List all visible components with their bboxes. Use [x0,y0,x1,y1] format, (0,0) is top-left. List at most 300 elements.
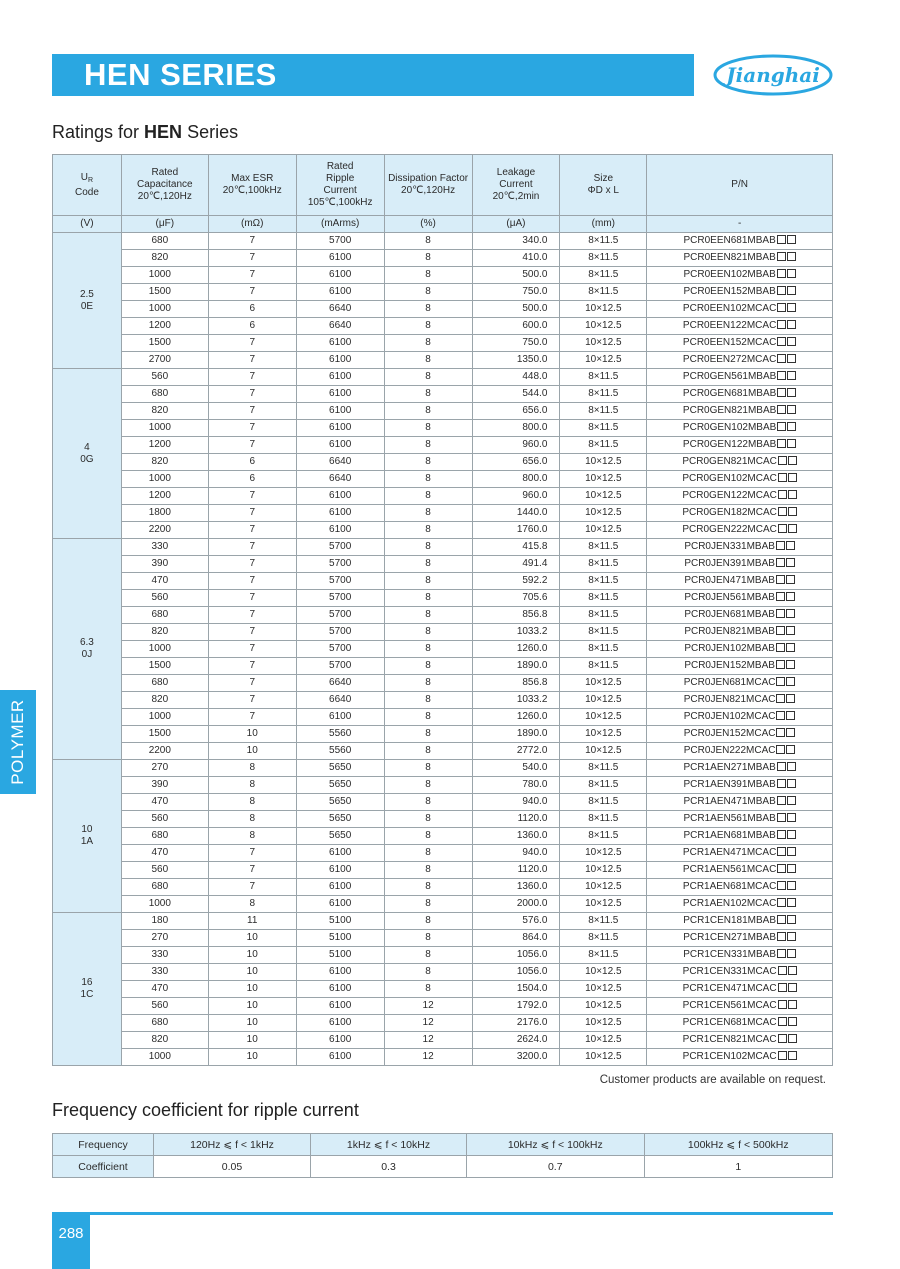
capacitance-cell [121,964,208,981]
ripple-cell [296,1015,384,1032]
capacitance-cell [121,284,208,301]
pn-placeholder-box [776,643,785,652]
leakage-cell [472,539,560,556]
pn-placeholder-box [787,235,796,244]
ripple-value: 6100 [329,983,352,994]
df-cell [384,947,472,964]
pn-placeholder-box [777,252,786,261]
leakage-value: 1440.0 [516,507,548,518]
capacitance-value: 470 [151,575,169,586]
table-row [53,913,833,930]
df-cell [384,675,472,692]
voltage-code: 1A [80,836,94,847]
df-value: 8 [425,983,431,994]
pn-cell [647,981,833,998]
size-cell [560,301,647,318]
table-row [53,862,833,879]
ripple-cell [296,250,384,267]
pn-cell [647,658,833,675]
df-value: 8 [425,354,431,365]
pn-placeholder-box [778,473,787,482]
pn-cell [647,845,833,862]
esr-cell [208,522,296,539]
ripple-value: 6640 [329,456,352,467]
ripple-cell [296,777,384,794]
leakage-cell [472,556,560,573]
df-value: 8 [425,286,431,297]
leakage-value: 410.0 [522,252,548,263]
esr-cell [208,624,296,641]
esr-value: 7 [249,354,255,365]
table-row [53,505,833,522]
ripple-cell [296,267,384,284]
capacitance-value: 2700 [148,354,171,365]
leakage-value: 1120.0 [517,813,548,824]
capacitance-cell [121,539,208,556]
df-cell [384,845,472,862]
pn-placeholder-box [787,320,796,329]
pn-placeholder-box [787,252,796,261]
size-cell [560,658,647,675]
leakage-cell [472,998,560,1015]
capacitance-value: 560 [151,813,169,824]
unit-cell: (V) [53,216,122,233]
leakage-value: 960.0 [522,490,548,501]
df-value: 8 [425,422,431,433]
ripple-cell [296,1032,384,1049]
leakage-cell [472,692,560,709]
table-row [53,454,833,471]
esr-value: 7 [249,694,255,705]
pn-placeholder-box [777,320,786,329]
capacitance-value: 680 [151,388,169,399]
table-row [53,828,833,845]
size-cell [560,794,647,811]
esr-cell [208,420,296,437]
pn-cell [647,1015,833,1032]
esr-value: 7 [249,439,255,450]
size-value: 10×12.5 [585,711,622,722]
ratings-title-prefix: Ratings for [52,122,145,142]
size-cell [560,250,647,267]
pn-placeholder-box [788,456,797,465]
df-cell [384,267,472,284]
esr-cell [208,539,296,556]
page-number-box [52,1215,90,1269]
esr-cell [208,811,296,828]
capacitance-cell [121,998,208,1015]
ripple-cell [296,811,384,828]
leakage-value: 750.0 [522,337,548,348]
unit-cell: (mΩ) [208,216,296,233]
df-cell [384,1049,472,1066]
pn-placeholder-box [777,235,786,244]
voltage-group-cell [53,369,122,539]
esr-value: 7 [249,337,255,348]
pn-placeholder-box [777,286,786,295]
size-value: 8×11.5 [588,626,619,637]
leakage-cell [472,284,560,301]
pn-placeholder-box [777,439,786,448]
capacitance-cell [121,233,208,250]
ripple-cell [296,930,384,947]
ripple-value: 5560 [329,745,352,756]
page-number: 288 [58,1225,84,1242]
leakage-value: 1056.0 [516,966,548,977]
leakage-cell [472,641,560,658]
ripple-cell [296,386,384,403]
pn-value: PCR1CEN471MCAC [682,983,777,994]
df-cell [384,794,472,811]
leakage-cell [472,896,560,913]
table-row [53,658,833,675]
pn-value: PCR0JEN222MCAC [683,745,776,756]
pn-value: PCR0JEN821MBAB [684,626,775,637]
df-value: 8 [425,932,431,943]
esr-value: 7 [249,677,255,688]
ripple-value: 5650 [329,830,352,841]
esr-cell [208,352,296,369]
ripple-cell [296,896,384,913]
pn-value: PCR1AEN561MCAC [682,864,777,875]
pn-cell [647,488,833,505]
df-value: 12 [422,1000,434,1011]
capacitance-value: 560 [151,864,169,875]
ripple-cell [296,590,384,607]
size-cell [560,1032,647,1049]
capacitance-cell [121,301,208,318]
size-cell [560,913,647,930]
table-row [53,556,833,573]
df-cell [384,590,472,607]
esr-value: 7 [249,507,255,518]
pn-value: PCR1CEN331MBAB [683,949,777,960]
leakage-value: 500.0 [522,269,548,280]
coefficient-value: 0.3 [311,1156,467,1178]
leakage-value: 1033.2 [516,694,548,705]
df-cell [384,505,472,522]
size-value: 8×11.5 [588,252,619,263]
capacitance-cell [121,573,208,590]
size-value: 8×11.5 [588,286,619,297]
col-header-leakage: Leakage Current 20℃,2min [472,155,560,216]
leakage-cell [472,760,560,777]
esr-value: 7 [249,371,255,382]
df-value: 8 [425,762,431,773]
pn-placeholder-box [777,354,786,363]
capacitance-cell [121,607,208,624]
leakage-value: 1760.0 [516,524,548,535]
ripple-cell [296,964,384,981]
ratings-table [52,154,833,1066]
ripple-value: 5100 [329,949,352,960]
table-row [53,284,833,301]
capacitance-value: 820 [151,1034,169,1045]
pn-value: PCR0GEN122MCAC [682,490,777,501]
pn-placeholder-box [777,422,786,431]
size-cell [560,828,647,845]
frequency-range: 10kHz ⩽ f < 100kHz [466,1134,644,1156]
esr-cell [208,692,296,709]
pn-value: PCR0EEN681MBAB [683,235,776,246]
pn-cell [647,386,833,403]
leakage-value: 1350.0 [516,354,548,365]
size-cell [560,488,647,505]
coefficient-value: 0.05 [154,1156,311,1178]
pn-placeholder-box [776,575,785,584]
voltage-code: 0G [80,453,94,465]
pn-placeholder-box [777,830,786,839]
df-value: 8 [425,269,431,280]
capacitance-value: 330 [151,541,169,552]
pn-placeholder-box [777,915,786,924]
df-cell [384,896,472,913]
pn-placeholder-box [787,796,796,805]
pn-value: PCR0JEN102MCAC [683,711,776,722]
pn-placeholder-box [777,779,786,788]
pn-value: PCR0JEN681MBAB [684,609,775,620]
leakage-cell [472,913,560,930]
table-row [53,675,833,692]
df-value: 8 [425,456,431,467]
pn-placeholder-box [787,779,796,788]
esr-cell [208,505,296,522]
df-cell [384,420,472,437]
pn-placeholder-box [787,864,796,873]
size-cell [560,811,647,828]
leakage-value: 1360.0 [516,881,548,892]
leakage-value: 592.2 [522,575,548,586]
pn-placeholder-box [786,592,795,601]
size-value: 10×12.5 [585,507,622,518]
esr-value: 8 [249,796,255,807]
size-value: 10×12.5 [585,983,622,994]
ripple-value: 6640 [329,320,352,331]
leakage-value: 540.0 [522,762,548,773]
leakage-value: 940.0 [522,796,548,807]
pn-cell [647,556,833,573]
df-cell [384,777,472,794]
capacitance-value: 560 [151,1000,169,1011]
ripple-value: 6640 [329,473,352,484]
size-value: 8×11.5 [588,371,619,382]
logo-text: Jianghai [726,63,820,87]
df-cell [384,522,472,539]
pn-placeholder-box [786,694,795,703]
leakage-cell [472,794,560,811]
table-row [53,794,833,811]
ripple-cell [296,505,384,522]
capacitance-cell [121,471,208,488]
size-cell [560,233,647,250]
capacitance-cell [121,556,208,573]
pn-value: PCR0EEN102MBAB [683,269,776,280]
ripple-value: 6100 [329,371,352,382]
ratings-table-body [53,233,833,1066]
leakage-value: 2624.0 [516,1034,548,1045]
voltage-value: 16 [81,977,93,988]
unit-cell: - [647,216,833,233]
ripple-cell [296,998,384,1015]
pn-placeholder-box [776,728,785,737]
size-cell [560,998,647,1015]
esr-value: 7 [249,422,255,433]
pn-value: PCR0GEN182MCAC [682,507,777,518]
esr-value: 10 [246,966,258,977]
ripple-cell [296,879,384,896]
esr-cell [208,913,296,930]
pn-cell [647,335,833,352]
df-value: 8 [425,507,431,518]
size-cell [560,556,647,573]
table-row [53,709,833,726]
esr-cell [208,675,296,692]
ripple-cell [296,624,384,641]
leakage-value: 1504.0 [516,983,548,994]
df-value: 8 [425,915,431,926]
df-cell [384,250,472,267]
esr-cell [208,454,296,471]
capacitance-cell [121,505,208,522]
capacitance-cell [121,250,208,267]
voltage-value: 10 [81,824,93,835]
leakage-cell [472,930,560,947]
esr-value: 8 [249,779,255,790]
pn-placeholder-box [788,1034,797,1043]
df-value: 8 [425,796,431,807]
df-value: 8 [425,677,431,688]
capacitance-value: 680 [151,1017,169,1028]
leakage-value: 750.0 [522,286,548,297]
pn-placeholder-box [778,456,787,465]
pn-placeholder-box [787,898,796,907]
df-value: 8 [425,643,431,654]
leakage-value: 544.0 [522,388,548,399]
ripple-cell [296,692,384,709]
pn-cell [647,369,833,386]
leakage-value: 1890.0 [516,728,548,739]
df-value: 8 [425,813,431,824]
leakage-cell [472,862,560,879]
capacitance-value: 1000 [148,303,171,314]
leakage-cell [472,811,560,828]
capacitance-value: 560 [151,592,169,603]
ripple-cell [296,947,384,964]
unit-cell: (mArms) [296,216,384,233]
pn-value: PCR0JEN561MBAB [684,592,775,603]
ripple-cell [296,369,384,386]
capacitance-cell [121,879,208,896]
coefficient-value: 1 [644,1156,832,1178]
df-cell [384,726,472,743]
pn-placeholder-box [788,524,797,533]
df-value: 8 [425,966,431,977]
pn-placeholder-box [778,1017,787,1026]
ripple-value: 6100 [329,490,352,501]
leakage-cell [472,607,560,624]
ripple-value: 5700 [329,558,352,569]
leakage-value: 1120.0 [517,864,548,875]
pn-placeholder-box [788,966,797,975]
pn-placeholder-box [778,1051,787,1060]
pn-placeholder-box [778,490,787,499]
pn-placeholder-box [778,966,787,975]
leakage-cell [472,386,560,403]
size-value: 10×12.5 [585,881,622,892]
df-cell [384,641,472,658]
pn-value: PCR1AEN681MCAC [682,881,777,892]
df-value: 8 [425,830,431,841]
size-value: 8×11.5 [588,949,619,960]
pn-placeholder-box [787,422,796,431]
ripple-value: 6100 [329,269,352,280]
pn-cell [647,641,833,658]
ripple-cell [296,981,384,998]
capacitance-value: 2200 [148,745,171,756]
esr-cell [208,1032,296,1049]
table-row [53,590,833,607]
pn-cell [647,1049,833,1066]
unit-cell: (μA) [472,216,560,233]
pn-placeholder-box [787,269,796,278]
pn-cell [647,692,833,709]
df-value: 8 [425,626,431,637]
esr-value: 8 [249,762,255,773]
table-row [53,947,833,964]
leakage-cell [472,1015,560,1032]
table-row [53,301,833,318]
esr-cell [208,930,296,947]
pn-placeholder-box [777,388,786,397]
esr-value: 10 [246,728,258,739]
pn-value: PCR1AEN471MBAB [683,796,776,807]
ripple-value: 6100 [329,354,352,365]
pn-cell [647,760,833,777]
ripple-cell [296,420,384,437]
size-cell [560,641,647,658]
pn-placeholder-box [777,796,786,805]
leakage-value: 800.0 [522,473,548,484]
size-cell [560,386,647,403]
pn-value: PCR1CEN181MBAB [683,915,777,926]
pn-cell [647,896,833,913]
size-cell [560,981,647,998]
capacitance-value: 390 [151,558,169,569]
leakage-cell [472,743,560,760]
pn-placeholder-box [778,1000,787,1009]
esr-cell [208,828,296,845]
size-value: 10×12.5 [585,320,622,331]
ripple-cell [296,675,384,692]
pn-cell [647,913,833,930]
size-cell [560,1049,647,1066]
voltage-value: 2.5 [79,288,94,300]
esr-cell [208,250,296,267]
pn-value: PCR0JEN152MBAB [684,660,775,671]
pn-cell [647,454,833,471]
ripple-value: 6100 [329,1034,352,1045]
esr-value: 10 [246,1000,258,1011]
df-value: 8 [425,592,431,603]
size-value: 10×12.5 [585,847,622,858]
col-header-pn: P/N [647,155,833,216]
ripple-cell [296,437,384,454]
capacitance-cell [121,437,208,454]
pn-value: PCR1AEN561MBAB [683,813,776,824]
ripple-cell [296,454,384,471]
df-cell [384,573,472,590]
pn-value: PCR1AEN102MCAC [682,898,777,909]
